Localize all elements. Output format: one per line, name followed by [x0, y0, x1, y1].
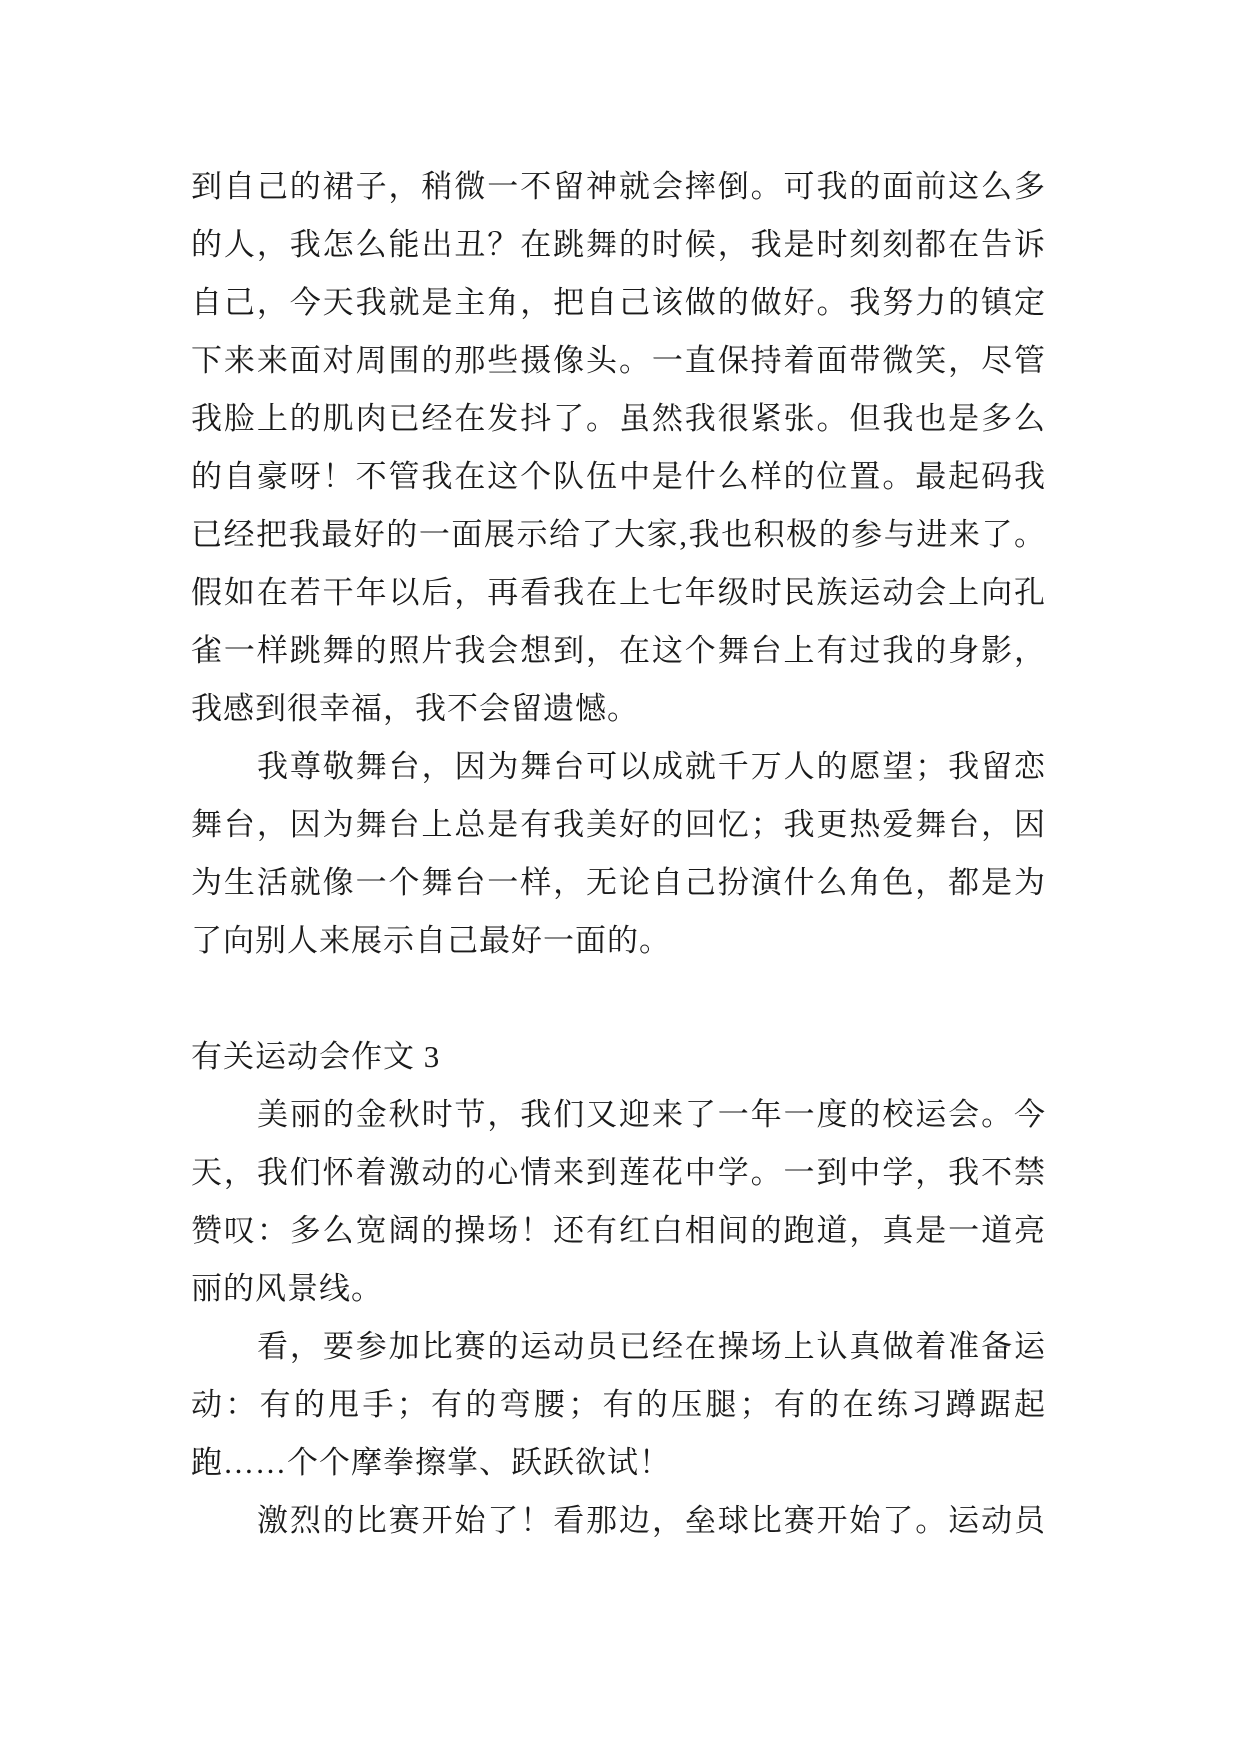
- text-line: 我尊敬舞台，因为舞台可以成就千万人的愿望；我留恋: [257, 749, 1046, 784]
- text-line: 天，我们怀着激动的心情来到莲花中学。一到中学，我不禁: [191, 1155, 1046, 1190]
- text-block: [191, 158, 1046, 1550]
- text-line: 雀一样跳舞的照片我会想到，在这个舞台上有过我的身影，: [191, 633, 1046, 668]
- section-heading: 有关运动会作文 3: [191, 1039, 441, 1074]
- text-line: 舞台，因为舞台上总是有我美好的回忆；我更热爱舞台，因: [191, 807, 1046, 842]
- text-line: 的人，我怎么能出丑？在跳舞的时候，我是时刻刻都在告诉: [191, 227, 1046, 262]
- text-line: 看，要参加比赛的运动员已经在操场上认真做着准备运: [257, 1329, 1046, 1364]
- text-line: 到自己的裙子，稍微一不留神就会摔倒。可我的面前这么多: [191, 169, 1046, 204]
- text-line: 赞叹：多么宽阔的操场！还有红白相间的跑道，真是一道亮: [191, 1213, 1046, 1248]
- blank-line: [191, 970, 1046, 1028]
- text-line: 我感到很幸福，我不会留遗憾。: [191, 691, 639, 726]
- text-line: 下来来面对周围的那些摄像头。一直保持着面带微笑，尽管: [191, 343, 1046, 378]
- text-line: 自己，今天我就是主角，把自己该做的做好。我努力的镇定: [191, 285, 1046, 320]
- text-line: 为生活就像一个舞台一样，无论自己扮演什么角色，都是为: [191, 865, 1046, 900]
- text-line: 了向别人来展示自己最好一面的。: [191, 923, 671, 958]
- text-line: 的自豪呀！不管我在这个队伍中是什么样的位置。最起码我: [191, 459, 1046, 494]
- text-line: 丽的风景线。: [191, 1271, 383, 1306]
- text-line: 假如在若干年以后，再看我在上七年级时民族运动会上向孔: [191, 575, 1046, 610]
- text-line: 已经把我最好的一面展示给了大家,我也积极的参与进来了。: [191, 517, 1046, 552]
- text-line: 激烈的比赛开始了！看那边，垒球比赛开始了。运动员: [257, 1503, 1046, 1538]
- text-line: 动：有的甩手；有的弯腰；有的压腿；有的在练习蹲踞起: [191, 1387, 1046, 1422]
- text-line: 我脸上的肌肉已经在发抖了。虽然我很紧张。但我也是多么: [191, 401, 1046, 436]
- text-line: 美丽的金秋时节，我们又迎来了一年一度的校运会。今: [257, 1097, 1046, 1132]
- text-line: 跑……个个摩拳擦掌、跃跃欲试！: [191, 1445, 671, 1480]
